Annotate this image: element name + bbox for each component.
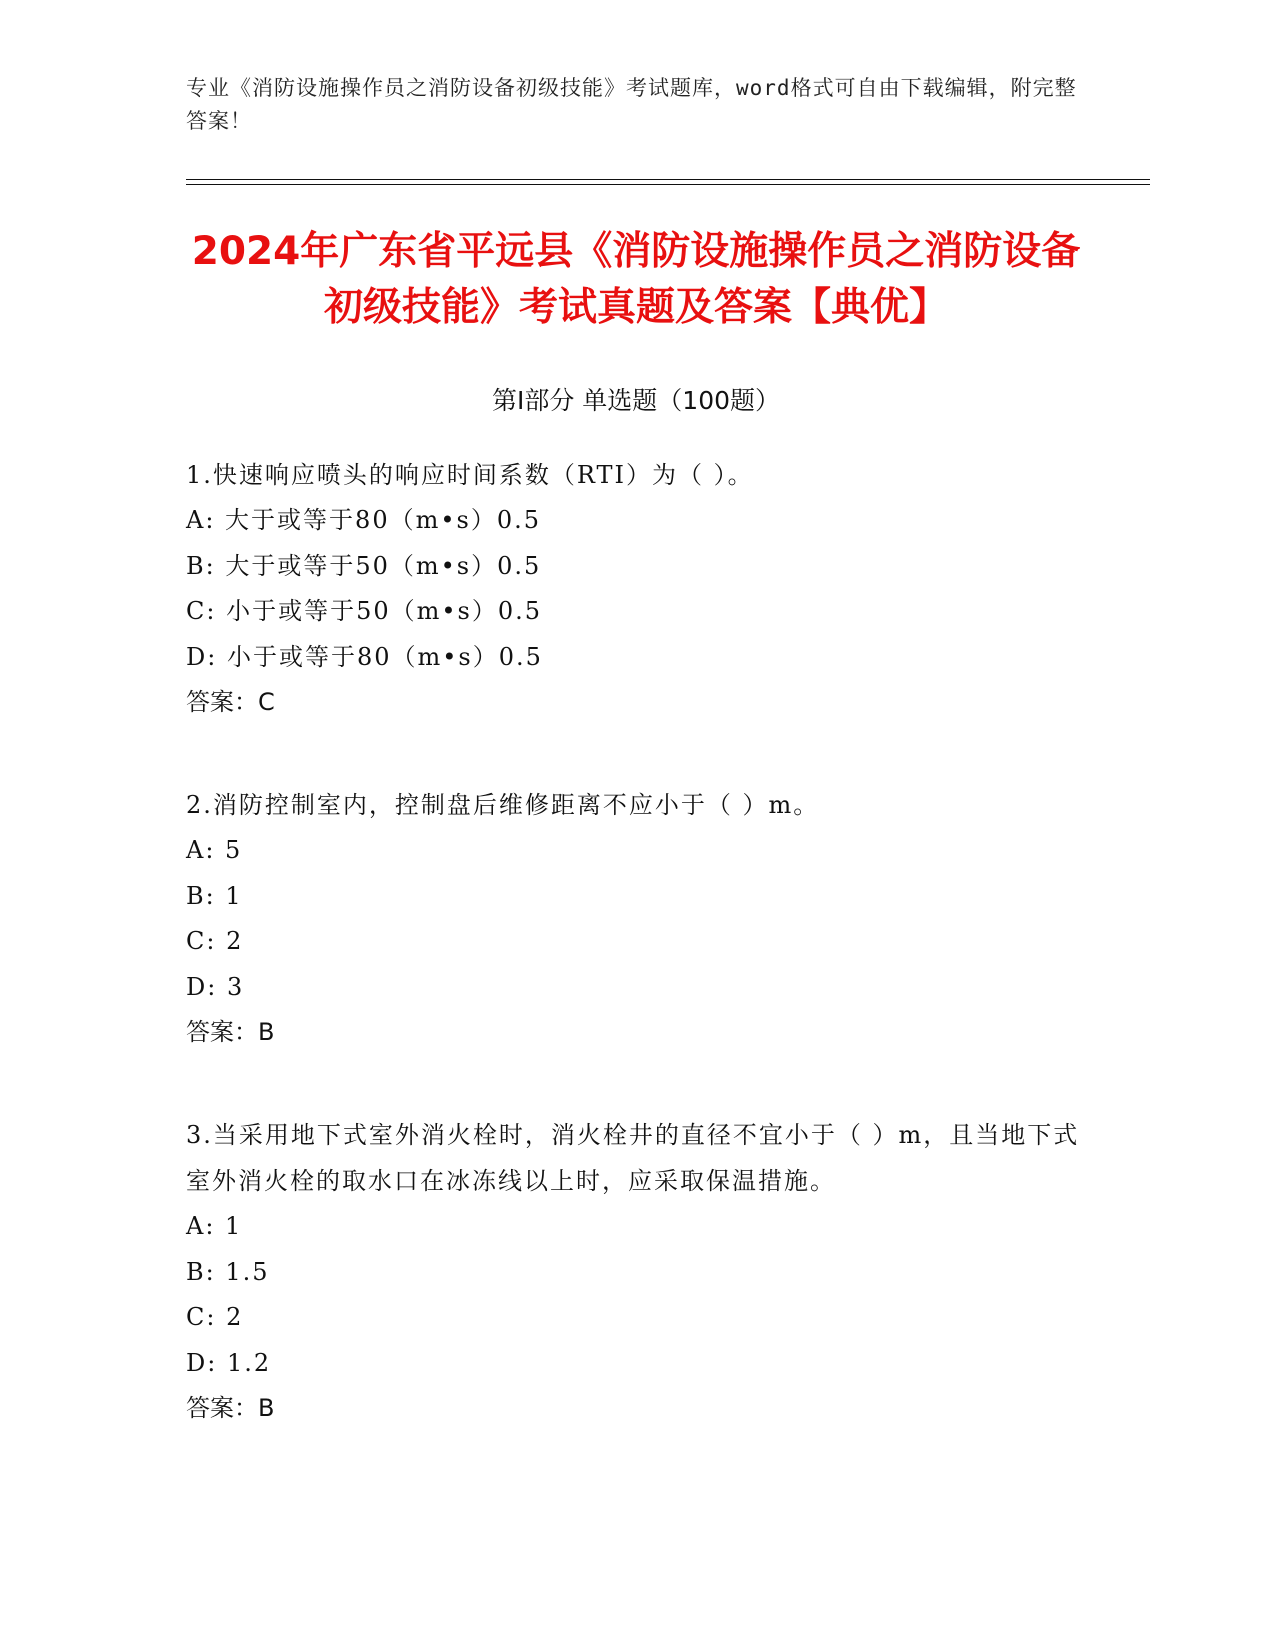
question-stem: 1.快速响应喷头的响应时间系数（RTI）为（ ）。 (186, 461, 754, 489)
option-d: D: 小于或等于80（m•s）0.5 (186, 642, 543, 671)
section-title: 第I部分 单选题（100题） (491, 386, 781, 415)
question-stem: 2.消防控制室内，控制盘后维修距离不应小于（ ）m。 (186, 791, 820, 819)
option-c: C: 2 (186, 1303, 244, 1331)
header-divider-bottom (186, 184, 1150, 185)
header-divider-top (186, 179, 1150, 180)
document-title: 2024年广东省平远县《消防设施操作员之消防设备初级技能》考试真题及答案【典优】 (191, 229, 1081, 330)
option-a: A: 大于或等于80（m•s）0.5 (186, 506, 541, 534)
question-1 (186, 452, 1086, 726)
option-b: B: 1.5 (186, 1257, 270, 1286)
option-c: C: 2 (186, 927, 244, 955)
question-2 (186, 782, 1086, 1056)
question-stem: 3.当采用地下式室外消火栓时，消火栓井的直径不宜小于（ ）m，且当地下式室外消火栓的取水口在冰冻线以上时，应采取保温措施。 (186, 1121, 1080, 1195)
answer: 答案：B (186, 1018, 275, 1046)
option-a: A: 1 (186, 1212, 243, 1240)
question-3 (186, 1112, 1086, 1432)
answer: 答案：B (186, 1394, 275, 1422)
option-b: B: 大于或等于50（m•s）0.5 (186, 551, 542, 580)
option-d: D: 1.2 (186, 1348, 272, 1377)
option-d: D: 3 (186, 972, 245, 1001)
option-a: A: 5 (186, 836, 243, 864)
option-b: B: 1 (186, 881, 243, 910)
answer: 答案：C (186, 688, 275, 716)
header-note: 专业《消防设施操作员之消防设备初级技能》考试题库，word格式可自由下载编辑，附完整答案！ (186, 76, 1077, 133)
option-c: C: 小于或等于50（m•s）0.5 (186, 597, 543, 625)
